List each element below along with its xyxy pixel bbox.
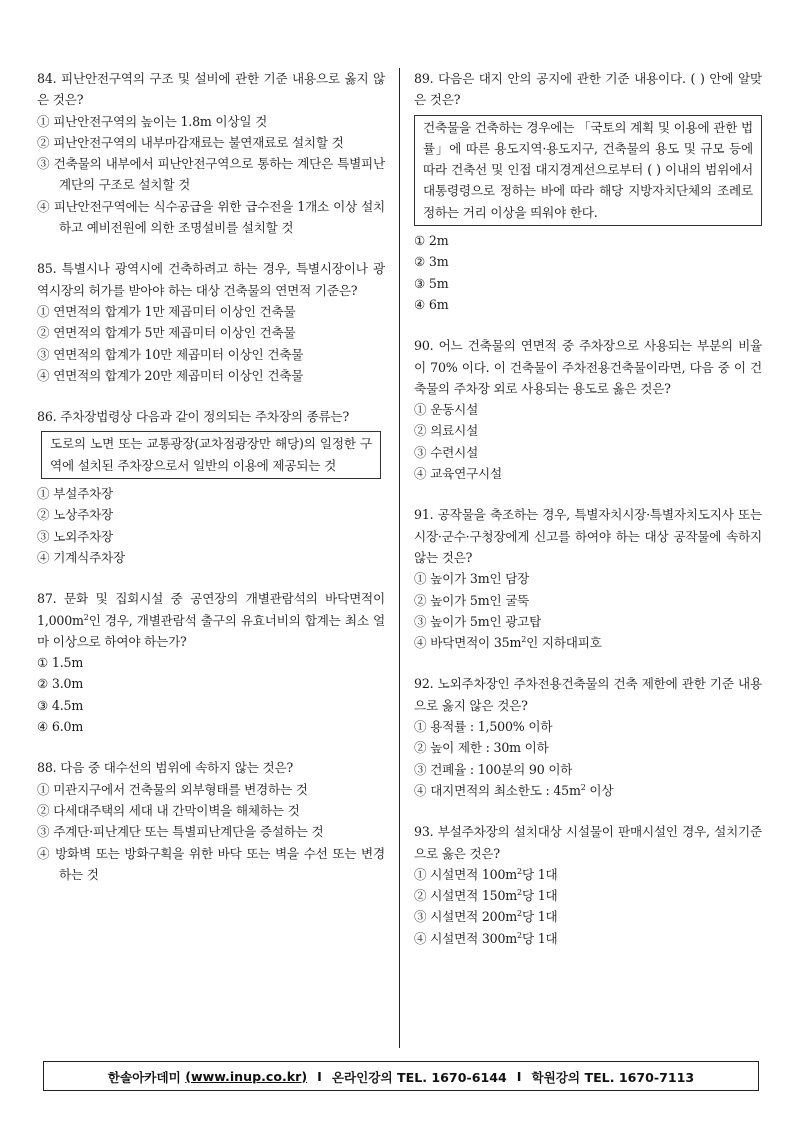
footer-offline-phone: 학원강의 TEL. 1670-7113	[531, 1069, 695, 1085]
question-89-passage-box: 건축물을 건축하는 경우에는 「국토의 계획 및 이용에 관한 법률」에 따른 용도지역·용도지구, 건축물의 용도 및 규모 등에 따라 건축선 및 인접 대지경계선으로부터 ( ) 이내의 범위에서 대통령령으로 정하는 바에 따라 해당 지방자치단체의 조례로 정하는 거리 이상을 띄워야 한다.	[414, 115, 762, 226]
question-title: 86. 주차장법령상 다음과 같이 정의되는 주차장의 종류는?	[37, 409, 350, 425]
option-4: ④ 피난안전구역에는 식수공급을 위한 급수전을 1개소 이상 설치하고 예비전원에 의한 조명설비를 설치할 것	[37, 198, 385, 236]
option-3: ③ 수련시설	[414, 444, 479, 460]
column-divider	[399, 68, 400, 1048]
option-1: ① 미관지구에서 건축물의 외부형태를 변경하는 것	[37, 781, 308, 797]
question-87	[37, 588, 385, 737]
option-2: ② 다세대주택의 세대 내 간막이벽을 해체하는 것	[37, 802, 300, 818]
right-column	[414, 68, 762, 969]
option-2: ② 의료시설	[414, 423, 479, 439]
option-4: ④ 시설면적 $300m^2$당 1대	[414, 930, 558, 946]
question-93	[414, 821, 762, 949]
question-title: 89. 다음은 대지 안의 공지에 관한 기준 내용이다. ( ) 안에 알맞은 것은?	[414, 71, 762, 108]
option-1: ① 운동시설	[414, 402, 479, 418]
option-1: ① 1.5m	[37, 655, 84, 671]
left-column	[37, 68, 385, 905]
option-1: ① 시설면적 $100m^2$당 1대	[414, 866, 558, 882]
question-88	[37, 757, 385, 885]
question-90	[414, 335, 762, 484]
option-1: ① 용적률 : 1,500% 이하	[414, 719, 553, 735]
option-3: ③ 5m	[414, 275, 449, 291]
option-3: ③ 연면적의 합계가 10만 제곱미터 이상인 건축물	[37, 346, 304, 362]
option-3: ③ 건축물의 내부에서 피난안전구역으로 통하는 계단은 특별피난계단의 구조로 설치할 것	[37, 156, 385, 193]
question-89	[414, 68, 762, 315]
option-3: ③ 높이가 5m인 광고탑	[414, 613, 542, 629]
question-86	[37, 406, 385, 568]
option-1: ① 높이가 3m인 담장	[414, 571, 530, 587]
option-2: ② 3.0m	[37, 676, 84, 692]
option-3: ③ 노외주차장	[37, 528, 114, 544]
option-3: ③ 4.5m	[37, 697, 84, 713]
option-2: ② 높이 제한 : 30m 이하	[414, 740, 549, 756]
question-title: 92. 노외주차장인 주차전용건축물의 건축 제한에 관한 기준 내용으로 옳지 않은 것은?	[414, 676, 762, 713]
question-91	[414, 504, 762, 653]
question-85	[37, 258, 385, 386]
question-92	[414, 673, 762, 801]
question-86-definition-box: 도로의 노면 또는 교통광장(교차점광장만 해당)의 일정한 구역에 설치된 주차장으로서 일반의 이용에 제공되는 것	[41, 431, 381, 479]
option-2: ② 피난안전구역의 내부마감재료는 불연재료로 설치할 것	[37, 134, 344, 150]
option-2: ② 시설면적 $150m^2$당 1대	[414, 887, 558, 904]
question-title: 85. 특별시나 광역시에 건축하려고 하는 경우, 특별시장이나 광역시장의 허가를 받아야 하는 대상 건축물의 연면적 기준은?	[37, 261, 385, 298]
question-84	[37, 68, 385, 238]
option-1: ① 2m	[414, 233, 449, 249]
option-1: ① 부설주차장	[37, 486, 114, 502]
footer-academy-name: 한솔아카데미	[107, 1069, 181, 1085]
option-4: ④ 방화벽 또는 방화구획을 위한 바닥 또는 벽을 수선 또는 변경하는 것	[37, 845, 385, 882]
question-title: 87. 문화 및 집회시설 중 공연장의 개별관람석의 바닥면적이 $1,000m^2$인 경우, 개별관람석 출구의 유효너비의 합계는 최소 얼마 이상으로 하여야 하는가?	[37, 591, 385, 649]
option-4: ④ 6.0m	[37, 719, 84, 735]
footer-separator: I	[317, 1068, 322, 1084]
option-3: ③ 건폐율 : 100분의 90 이하	[414, 761, 573, 777]
option-2: ② 노상주차장	[37, 507, 114, 523]
option-4: ④ 6m	[414, 296, 449, 312]
option-3: ③ 주계단·피난계단 또는 특별피난계단을 증설하는 것	[37, 824, 324, 840]
option-4: ④ 기계식주차장	[37, 549, 125, 565]
option-2: ② 연면적의 합계가 5만 제곱미터 이상인 건축물	[37, 325, 296, 341]
question-title: 93. 부설주차장의 설치대상 시설물이 판매시설인 경우, 설치기준으로 옳은 것은?	[414, 824, 762, 861]
option-2: ② 3m	[414, 254, 449, 270]
option-4: ④ 연면적의 합계가 20만 제곱미터 이상인 건축물	[37, 367, 304, 383]
question-title: 84. 피난안전구역의 구조 및 설비에 관한 기준 내용으로 옳지 않은 것은?	[37, 71, 385, 108]
option-4: ④ 교육연구시설	[414, 466, 502, 482]
question-title: 90. 어느 건축물의 연면적 중 주차장으로 사용되는 부분의 비율이 70% 이다. 이 건축물이 주차전용건축물이라면, 다음 중 이 건축물의 주차장 외로 사용되는 용도로 옳은 것은?	[414, 338, 762, 396]
option-1: ① 피난안전구역의 높이는 1.8m 이상일 것	[37, 113, 268, 129]
footer-separator: I	[516, 1068, 522, 1084]
option-2: ② 높이가 5m인 굴뚝	[414, 592, 530, 608]
option-3: ③ 시설면적 $200m^2$당 1대	[414, 909, 558, 925]
footer-contact-bar	[43, 1061, 759, 1091]
option-4: ④ 대지면적의 최소한도 : $45m^2$ 이상	[414, 782, 614, 798]
question-title: 88. 다음 중 대수선의 범위에 속하지 않는 것은?	[37, 760, 294, 776]
footer-online-phone: 온라인강의 TEL. 1670-6144	[331, 1069, 507, 1085]
option-1: ① 연면적의 합계가 1만 제곱미터 이상인 건축물	[37, 303, 296, 319]
option-4: ④ 바닥면적이 $35m^2$인 지하대피호	[414, 634, 602, 651]
footer-website-link[interactable]: (www.inup.co.kr)	[185, 1068, 308, 1084]
question-title: 91. 공작물을 축조하는 경우, 특별자치시장·특별자치도지사 또는 시장·군수·구청장에게 신고를 하여야 하는 대상 공작물에 속하지 않는 것은?	[414, 507, 762, 565]
